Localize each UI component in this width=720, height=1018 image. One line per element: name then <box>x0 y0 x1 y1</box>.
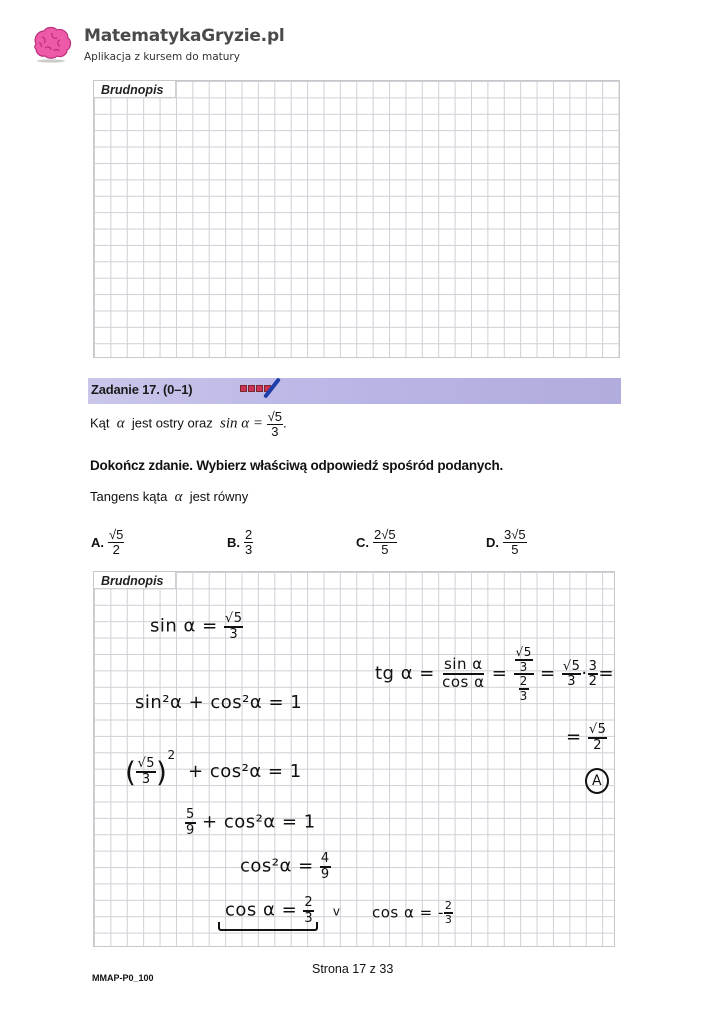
handwriting-line-4: $\frac{5}{9}$ + cos²α = 1 <box>186 807 316 838</box>
option-d[interactable]: D. $\frac{3√5}{5}$ <box>486 527 526 557</box>
handwriting-tangent-line: tg α = $\frac{\text{sin α}}{\text{cos α}}$ = $\frac{\frac{√5}{3}}{\frac{2}{3}}$ = $\frac{√5}{3}$ · $\frac{3}{2}$ = <box>375 645 615 703</box>
handwriting-line-6: cos α = $\frac{2}{3}$ v <box>225 895 341 926</box>
scratch-label: Brudnopis <box>94 81 176 98</box>
handwriting-tangent-result: = $\frac{√5}{2}$ <box>566 722 607 753</box>
brand-header <box>30 24 285 63</box>
task-header-bar <box>88 378 621 404</box>
option-c[interactable]: C. $\frac{2√5}{5}$ <box>356 527 396 557</box>
scratch-grid-top <box>93 80 620 358</box>
handwriting-line-5: cos²α = $\frac{4}{9}$ <box>240 851 330 882</box>
underline-mark <box>218 922 318 931</box>
handwriting-line-2: sin²α + cos²α = 1 <box>135 692 303 713</box>
handwriting-line-6b: cos α = - $\frac{2}{3}$ <box>372 899 453 926</box>
task-prompt: Tangens kąta α jest równy <box>90 489 249 505</box>
option-b[interactable]: B. $\frac{2}{3}$ <box>227 527 253 557</box>
answer-circle: A <box>585 768 609 794</box>
handwriting-line-3: ( $\frac{√5}{3}$ )$^2$ + cos²α = 1 <box>125 748 302 789</box>
brand-title: MatematykaGryzie.pl <box>84 26 285 46</box>
scratch-label: Brudnopis <box>94 572 176 589</box>
task-instruction: Dokończ zdanie. Wybierz właściwą odpowiedź spośród podanych. <box>90 458 504 473</box>
brain-icon <box>30 24 72 60</box>
brand-subtitle: Aplikacja z kursem do matury <box>84 51 240 63</box>
handwriting-line-1: sin α = $\frac{√5}{3}$ <box>150 611 243 642</box>
option-a[interactable]: A. $\frac{√5}{2}$ <box>91 527 124 557</box>
task-statement: Kąt α jest ostry oraz sin α = $\frac{√5}{3}$ . <box>90 409 287 439</box>
task-title: Zadanie 17. (0–1) <box>91 382 193 397</box>
exam-code: MMAP-P0_100 <box>92 973 154 983</box>
page-number: Strona 17 z 33 <box>312 962 394 976</box>
